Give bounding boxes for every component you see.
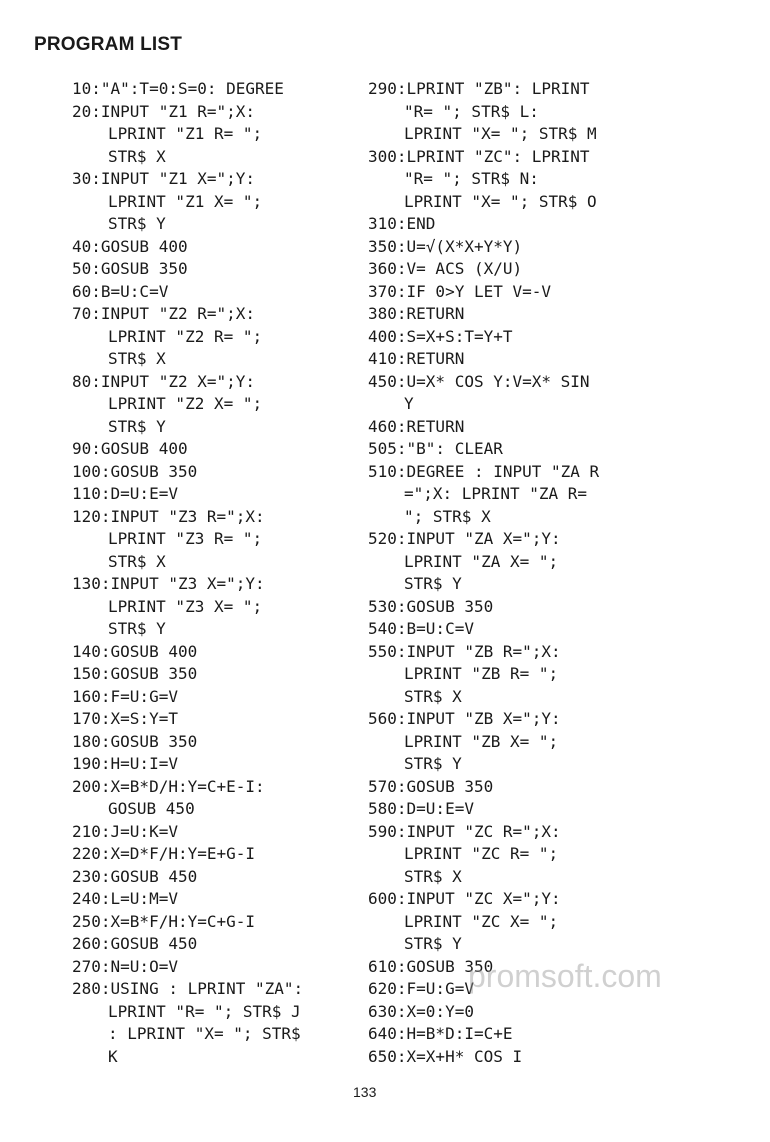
- code-line: 180:GOSUB 350: [72, 731, 198, 751]
- code-line: 130:INPUT "Z3 X=";Y:: [72, 574, 265, 593]
- code-line: 520:INPUT "ZA X=";Y:: [368, 529, 561, 548]
- code-line: 290:LPRINT "ZB": LPRINT: [368, 79, 590, 98]
- code-line-continuation: LPRINT "ZC R= ";: [404, 844, 559, 863]
- code-line: 360:V= ACS (X/U): [368, 259, 523, 278]
- code-line: 200:X=B*D/H:Y=C+E-I:: [72, 776, 265, 796]
- code-line-continuation: LPRINT "Z1 X= ";: [108, 191, 263, 211]
- code-line: 140:GOSUB 400: [72, 641, 198, 661]
- code-line: 190:H=U:I=V: [72, 754, 178, 773]
- code-line: 50:GOSUB 350: [72, 259, 188, 278]
- code-line: 530:GOSUB 350: [368, 596, 494, 616]
- code-line: 580:D=U:E=V: [368, 799, 474, 818]
- code-line: 380:RETURN: [368, 304, 465, 323]
- code-line-continuation: STR$ Y: [404, 574, 462, 593]
- code-line-continuation: : LPRINT "X= "; STR$: [108, 1024, 301, 1043]
- code-line: 280:USING : LPRINT "ZA":: [72, 979, 304, 998]
- code-line: 590:INPUT "ZC R=";X:: [368, 821, 561, 841]
- code-line: 230:GOSUB 450: [72, 866, 198, 886]
- program-listing-left-column: [72, 78, 362, 1068]
- code-line: 120:INPUT "Z3 R=";X:: [72, 506, 265, 526]
- code-line: 80:INPUT "Z2 X=";Y:: [72, 371, 256, 391]
- code-line-continuation: LPRINT "Z2 X= ";: [108, 394, 263, 413]
- code-line: 510:DEGREE : INPUT "ZA R: [368, 461, 600, 481]
- code-line: 400:S=X+S:T=Y+T: [368, 326, 513, 346]
- code-line-continuation: STR$ Y: [108, 619, 166, 638]
- code-line: 550:INPUT "ZB R=";X:: [368, 641, 561, 661]
- code-line-continuation: STR$ X: [108, 349, 166, 368]
- code-line: 220:X=D*F/H:Y=E+G-I: [72, 844, 256, 863]
- code-line: 570:GOSUB 350: [368, 776, 494, 796]
- code-line-continuation: "R= "; STR$ L:: [404, 101, 539, 121]
- code-line: 160:F=U:G=V: [72, 686, 178, 706]
- code-line-continuation: =";X: LPRINT "ZA R=: [404, 484, 588, 503]
- code-line-continuation: K: [108, 1046, 118, 1066]
- code-line-continuation: LPRINT "Z1 R= ";: [108, 124, 263, 143]
- code-line-continuation: LPRINT "ZA X= ";: [404, 551, 559, 571]
- code-line-continuation: "R= "; STR$ N:: [404, 169, 539, 188]
- watermark: promsoft.com: [468, 958, 662, 994]
- code-line: 460:RETURN: [368, 416, 465, 436]
- code-line-continuation: LPRINT "ZB X= ";: [404, 731, 559, 751]
- code-line: 540:B=U:C=V: [368, 619, 474, 638]
- code-line: 110:D=U:E=V: [72, 484, 178, 503]
- code-line: 40:GOSUB 400: [72, 236, 188, 256]
- code-line-continuation: STR$ X: [108, 146, 166, 166]
- code-line-continuation: STR$ Y: [108, 416, 166, 436]
- code-line-continuation: STR$ X: [404, 686, 462, 706]
- program-listing-right-column: [368, 78, 668, 1068]
- code-line: 100:GOSUB 350: [72, 461, 198, 481]
- code-line: 620:F=U:G=V: [368, 979, 474, 998]
- code-line-continuation: LPRINT "R= "; STR$ J: [108, 1001, 301, 1021]
- code-line: 260:GOSUB 450: [72, 934, 198, 953]
- code-line: 560:INPUT "ZB X=";Y:: [368, 709, 561, 728]
- code-line: 600:INPUT "ZC X=";Y:: [368, 889, 561, 908]
- code-line: 350:U=√(X*X+Y*Y): [368, 236, 523, 256]
- code-line-continuation: LPRINT "Z3 R= ";: [108, 529, 263, 548]
- code-line: 505:"B": CLEAR: [368, 439, 503, 458]
- code-line-continuation: LPRINT "Z3 X= ";: [108, 596, 263, 616]
- page-heading: PROGRAM LIST: [34, 34, 183, 55]
- code-line-continuation: STR$ Y: [404, 754, 462, 773]
- code-line: 270:N=U:O=V: [72, 956, 178, 976]
- code-line: 210:J=U:K=V: [72, 821, 178, 841]
- code-line: 90:GOSUB 400: [72, 439, 188, 458]
- code-line-continuation: LPRINT "ZC X= ";: [404, 911, 559, 931]
- code-line-continuation: Y: [404, 394, 414, 413]
- code-line-continuation: STR$ X: [108, 551, 166, 571]
- code-line: 610:GOSUB 350: [368, 956, 494, 976]
- code-line-continuation: STR$ Y: [404, 934, 462, 953]
- code-line-continuation: LPRINT "X= "; STR$ M: [404, 124, 597, 143]
- code-line: 250:X=B*F/H:Y=C+G-I: [72, 911, 256, 931]
- code-line: 170:X=S:Y=T: [72, 709, 178, 728]
- page-number: 133: [353, 1084, 377, 1100]
- code-line: 410:RETURN: [368, 349, 465, 368]
- code-line: 450:U=X* COS Y:V=X* SIN: [368, 371, 590, 391]
- code-line-continuation: LPRINT "Z2 R= ";: [108, 326, 263, 346]
- code-line-continuation: GOSUB 450: [108, 799, 195, 818]
- code-line-continuation: STR$ Y: [108, 214, 166, 233]
- code-line: 70:INPUT "Z2 R=";X:: [72, 304, 256, 323]
- code-line: 10:"A":T=0:S=0: DEGREE: [72, 79, 284, 98]
- code-line: 310:END: [368, 214, 436, 233]
- code-line: 150:GOSUB 350: [72, 664, 198, 683]
- code-line-continuation: LPRINT "ZB R= ";: [404, 664, 559, 683]
- code-line: 30:INPUT "Z1 X=";Y:: [72, 169, 256, 188]
- code-line: 60:B=U:C=V: [72, 281, 169, 301]
- code-line: 20:INPUT "Z1 R=";X:: [72, 101, 256, 121]
- code-line: 240:L=U:M=V: [72, 889, 178, 908]
- code-line: 640:H=B*D:I=C+E: [368, 1024, 513, 1043]
- code-line: 630:X=0:Y=0: [368, 1001, 474, 1021]
- code-line: 300:LPRINT "ZC": LPRINT: [368, 146, 590, 166]
- code-line-continuation: "; STR$ X: [404, 506, 491, 526]
- code-line-continuation: LPRINT "X= "; STR$ O: [404, 191, 597, 211]
- code-line: 650:X=X+H* COS I: [368, 1046, 523, 1066]
- code-line-continuation: STR$ X: [404, 866, 462, 886]
- code-line: 370:IF 0>Y LET V=-V: [368, 281, 552, 301]
